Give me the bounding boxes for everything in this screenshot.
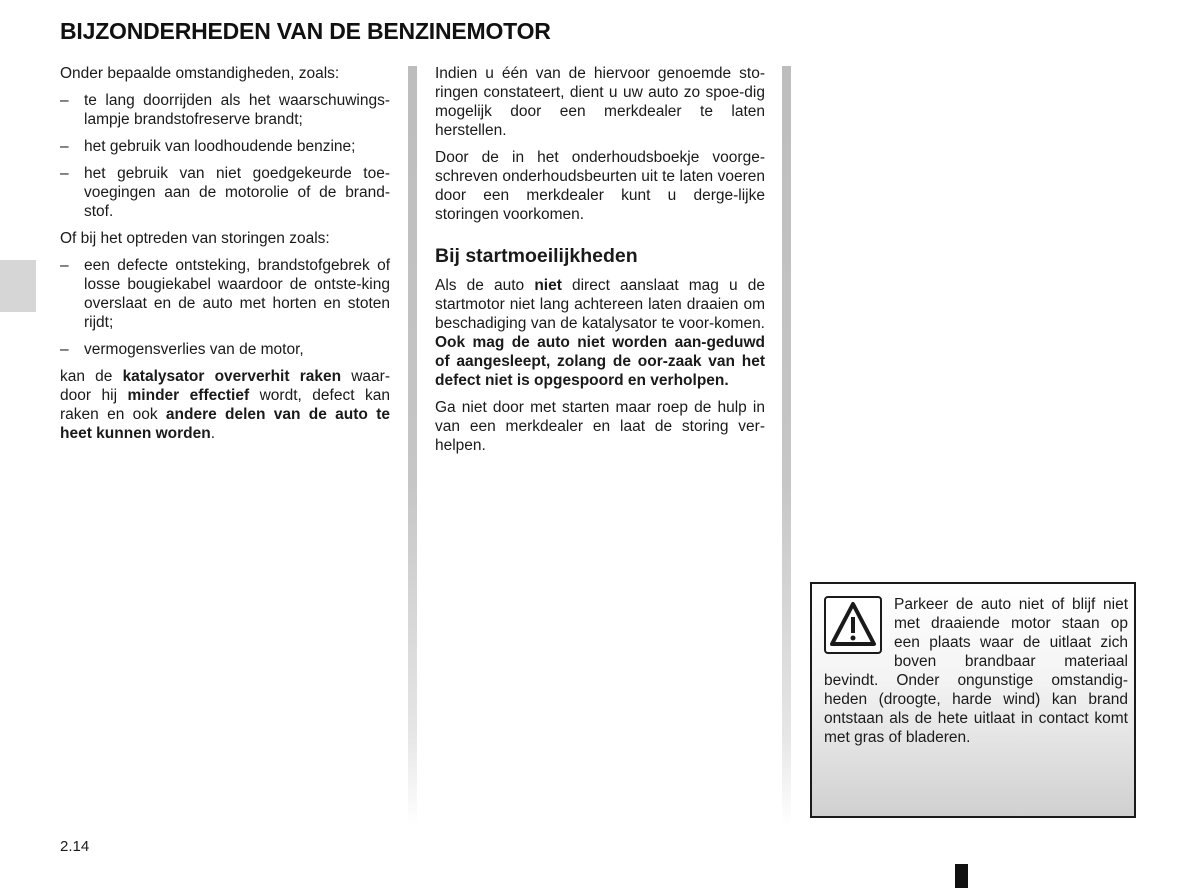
corner-marker — [955, 864, 968, 888]
dash-marker: – — [60, 341, 69, 358]
closing-bold: minder effectief — [127, 387, 250, 404]
closing-bold: andere delen van de auto te heet kunnen worden — [60, 406, 390, 442]
warning-text-block — [824, 595, 1128, 747]
closing-paragraph — [60, 367, 390, 443]
chapter-tab — [0, 260, 36, 312]
dash-marker: – — [60, 92, 69, 109]
section-heading: Bij startmoeilijkheden — [435, 245, 638, 267]
paragraph-text: Als de auto — [435, 277, 535, 294]
paragraph: Door de in het onderhoudsboekje voorge-schreven onderhoudsbeurten uit te laten voeren door een merkdealer kunt u derge-lijke storingen voorkomen. — [435, 149, 765, 223]
left-column — [60, 64, 390, 451]
page-title: BIJZONDERHEDEN VAN DE BENZINEMOTOR — [60, 18, 551, 44]
page-number: 2.14 — [60, 838, 90, 855]
list-item-text: het gebruik van niet goedgekeurde toe-voegingen aan de motorolie of de brand-stof. — [84, 165, 390, 220]
list-item — [60, 137, 390, 156]
paragraph-bold: Ook mag de auto niet worden aan-geduwd of aangesleept, zolang de oor-zaak van het defect niet is opgespoord en verholpen. — [435, 334, 765, 389]
list-item-text: het gebruik van loodhoudende benzine; — [84, 138, 356, 155]
intro-text-2: Of bij het optreden van storingen zoals: — [60, 230, 330, 247]
start-paragraph — [435, 276, 765, 390]
paragraph: Ga niet door met starten maar roep de hulp in van een merkdealer en laat de storing ver-helpen. — [435, 399, 765, 454]
list-item-text: vermogensverlies van de motor, — [84, 341, 304, 358]
list-item-text: te lang doorrijden als het waarschuwings-lampje brandstofreserve brandt; — [84, 92, 390, 128]
dash-marker: – — [60, 138, 69, 155]
column-divider — [408, 66, 417, 826]
dash-marker: – — [60, 165, 69, 182]
list-item — [60, 256, 390, 332]
list-item-text: een defecte ontsteking, brandstofgebrek of losse bougiekabel waardoor de ontste-king overslaat en de auto met horten en stoten rijdt; — [84, 257, 390, 331]
warning-text: Parkeer de auto niet of blijf niet met draaiende motor staan op een plaats waar de uitlaat zich boven brandbaar materiaal bevindt. Onder ongunstige omstandig-heden (droogte, harde wind) kan brand ontstaan als de hete uitlaat in contact komt met gras of bladeren. — [824, 596, 1128, 746]
closing-bold: katalysator oververhit raken — [122, 368, 342, 385]
list-item — [60, 91, 390, 129]
column-divider — [782, 66, 791, 826]
closing-text: . — [210, 425, 216, 442]
paragraph-text: direct aanslaat mag u de startmotor niet lang achtereen laten draaien om beschadiging van de katalysator te voor-komen. — [435, 277, 765, 332]
warning-box — [810, 582, 1136, 818]
closing-text: kan de — [60, 368, 123, 385]
closing-text: waar-door hij — [60, 368, 390, 404]
list-item — [60, 340, 390, 359]
middle-column — [435, 64, 765, 463]
paragraph: Indien u één van de hiervoor genoemde sto-ringen constateert, dient u uw auto zo spoe-dig mogelijk door een merkdealer te laten herstellen. — [435, 65, 765, 139]
intro-text: Onder bepaalde omstandigheden, zoals: — [60, 65, 340, 82]
closing-text: wordt, defect kan raken en ook — [60, 387, 391, 423]
dash-marker: – — [60, 257, 69, 274]
list-item — [60, 164, 390, 221]
paragraph-bold: niet — [534, 277, 562, 294]
